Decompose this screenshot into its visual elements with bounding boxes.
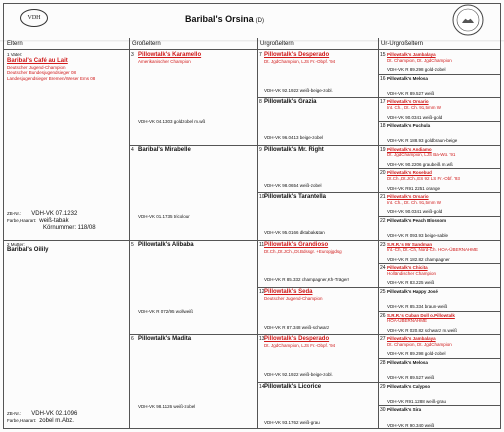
ancestor-registration: VDH-VK R 89.298 gold-zobel [387, 67, 446, 73]
ancestor-registration: VDH-VK 90.0341 weiß-gold [387, 114, 443, 120]
ancestor-number: 7 [259, 52, 262, 58]
ancestor-number: 14 [259, 383, 265, 390]
ancestor-name: Pillowtalk's Madita [138, 336, 192, 343]
parent-name: Baribal's Café au Lait [7, 57, 68, 64]
ancestor-body [387, 360, 497, 366]
ancestor-body [387, 170, 497, 181]
ancestor-title: Dt. JgdChampion, LJS Ba-Wü. '91 [387, 152, 456, 158]
ancestor-name: Pillowtalk's Melosa [387, 359, 428, 365]
ancestor-title: HOA-ÜBERNAHME [387, 318, 428, 324]
ancestor-registration: VDH-VK 95.0166 dktabak&tan [264, 230, 325, 235]
column-header-parents: Eltern [4, 38, 129, 50]
ggreat-cell [378, 405, 500, 429]
ancestor-title: Holländischer Champion [387, 270, 437, 276]
ggreat-cell [378, 168, 500, 192]
ancestor-title: Dt.Ch.,Dt.JCh.,Dt.Bdssgr. +Europjgdsg [264, 248, 342, 254]
ancestor-number: 11 [259, 241, 265, 248]
ggreat-cell [378, 240, 500, 264]
ggreat-cell [378, 50, 500, 74]
ggreat-cell [378, 145, 500, 169]
ancestor-number: 25 [380, 288, 386, 295]
ggreat-cell [378, 121, 500, 145]
column-header-great-grandparents: Urgroßeltern [257, 38, 378, 50]
ancestor-number: 23 [380, 241, 386, 248]
ancestor-registration: VDH-VK R91.1288 weiß-grau [387, 398, 447, 404]
dog-name-title: Baribal's Orsina (D) [185, 14, 265, 24]
ancestor-name: Pillowtalk's Melosa [387, 75, 428, 81]
ancestor-number: 18 [380, 123, 386, 130]
ancestor-name: Pillowtalk's Chicita [387, 265, 428, 271]
ggreat-cell [378, 334, 500, 358]
ancestor-body [387, 336, 497, 347]
color-value: weiß-tabak [39, 217, 69, 224]
ancestor-body [387, 265, 497, 276]
ancestor-number: 24 [380, 265, 386, 272]
ancestor-name: S.R.R.'s Cuban Doll o.Pillowtalk [387, 312, 455, 318]
ggreat-cell [378, 192, 500, 216]
ancestor-registration: VDH-VK 92.1922 weiß-beige-zobl. [264, 372, 333, 378]
great-cell [257, 145, 378, 192]
grandparents-cell [129, 145, 257, 240]
zb-label: ZB-Nr.: [7, 210, 22, 216]
color-row [7, 218, 96, 225]
ancestor-registration: VDH-VK R 83.225 weiß [387, 280, 435, 286]
ancestor-body [387, 147, 497, 158]
ancestor-name: Pillowtalk's Puchula [387, 123, 431, 129]
ancestor-number: 19 [380, 146, 386, 153]
ancestor-title: Dt. JgdChampion, LJS Fr.-Obpf. '94 [264, 59, 336, 64]
dam-cell [4, 240, 129, 430]
ancestor-registration: VDH-VK 90.2206 graubeiß m.wß [387, 161, 453, 167]
ancestor-number: 27 [380, 336, 386, 343]
club-seal-icon [452, 4, 484, 36]
ancestor-name: Pillowtalk's Mr. Right [264, 146, 324, 153]
ancestor-body [264, 384, 375, 391]
ancestor-number: 20 [380, 170, 386, 177]
ancestor-name: Pillowtalk's Jambalaya [387, 52, 436, 57]
ancestor-registration: VDH-VK 01.1735 tricolour [138, 214, 190, 219]
ancestor-registration: VDH-VK R91 2251 orange [387, 185, 441, 191]
ancestor-body [387, 289, 497, 295]
ancestor-title: Amerikanischer Champion [138, 59, 191, 64]
ancestor-registration: VDH-VK 96.0413 beige-zobel [264, 135, 324, 141]
ancestor-name: Pillowtalk's Peach Blossom [387, 217, 447, 223]
ancestor-registration: VDH-VK R 182.82 champagner [387, 256, 450, 262]
ancestor-body [138, 242, 254, 249]
ancestor-number: 4 [131, 146, 134, 153]
ancestor-body [138, 147, 254, 154]
ancestor-name: Pillowtalk's Grandioso [264, 241, 329, 248]
column-header-grandparents: Großeltern [129, 38, 257, 50]
ggreat-cell [378, 216, 500, 240]
ancestor-registration: VDH-VK R 89.527 weiß [387, 375, 435, 381]
ancestor-title: Dt. JgdChampion, LJS Fr.-Obpf. '94 [264, 343, 336, 349]
ancestor-registration: VDH-VK 04.1303 goldzobel m.wß [138, 119, 206, 125]
ancestor-name: Pillowtalk's Andiamo [387, 146, 432, 152]
ancestor-registration: VDH-VK R 85.332 champagner,Kh-Träger! [264, 277, 350, 283]
great-cell [257, 192, 378, 239]
ancestor-number: 3 [131, 52, 134, 58]
ancestor-body [264, 289, 375, 302]
ancestor-title: Int.-Ch, Dt.-Ch, Nord-Ch. HOA-ÜBERNAHME [387, 247, 479, 252]
great-cell [257, 334, 378, 381]
ancestor-number: 5 [131, 241, 134, 248]
ancestor-body [387, 99, 497, 110]
ancestor-body [264, 242, 375, 255]
ancestor-number: 8 [259, 99, 262, 106]
parent-role-label: 1 Vater: [7, 52, 23, 57]
ancestor-registration: VDH-VK R 093.93 beige-sable [387, 233, 449, 238]
ancestor-registration: VDH-VK 90.0341 weiß-gold [387, 209, 443, 215]
zb-row [7, 411, 77, 418]
ancestor-name: Pillowtalk's Calypso [387, 383, 431, 389]
sire-cell [4, 50, 129, 240]
ancestor-number: 6 [131, 336, 134, 343]
great-cell [257, 287, 378, 334]
ancestor-registration: VDH-VK R 020.82 schwarz m.weiß [387, 327, 458, 333]
ancestor-number: 17 [380, 99, 386, 106]
ancestor-registration: VDH-VK R 89.527 weiß [387, 90, 435, 96]
ancestor-registration: VDH-VK 93.1762 weiß-grau [264, 419, 320, 425]
ggreat-cell [378, 74, 500, 98]
ancestor-body [264, 52, 375, 65]
ancestor-number: 9 [259, 146, 262, 153]
ancestor-name: Pillowtalk's Happy José [387, 288, 438, 294]
ancestor-number: 26 [380, 312, 386, 319]
ancestor-title: Deutscher Jugend-Champion [264, 295, 323, 301]
ancestor-name: Pillowtalk's Tarantella [264, 194, 327, 201]
parent-title: Landesjugendsieger Bremen/Weser Ems 08 [7, 75, 96, 81]
ancestor-name: S.R.R.'s Mr Sandman [387, 241, 433, 247]
zb-number: VDH-VK 02.1096 [31, 411, 78, 417]
great-cell [257, 240, 378, 287]
ancestor-registration: VDH-VK 98.0654 weiß-zobel [264, 182, 322, 188]
ancestor-body [387, 242, 497, 253]
ancestor-title: Int. Ch., Dt. Ch. 91,5mm W [387, 104, 442, 110]
ancestor-title: Dt. Champion, Dt. JgdChampion [387, 341, 452, 347]
ancestor-name: Pillowtalk's Grazia [264, 99, 317, 106]
ancestor-name: Pillowtalk's Sira [387, 407, 422, 413]
ancestor-body [264, 99, 375, 106]
ancestor-body [387, 52, 497, 63]
ancestor-body [138, 52, 254, 65]
ancestor-number: 22 [380, 217, 386, 224]
parent-role-label: 2 Mutter: [7, 241, 25, 247]
color-row [7, 418, 77, 425]
zb-label: ZB-Nr.: [7, 411, 22, 416]
parent-name: Baribal's Oilily [7, 247, 49, 253]
ancestor-registration: VDH-VK R 85.334 braun-weiß [387, 304, 448, 310]
ancestor-body [387, 123, 497, 129]
parent-title: Deutscher Jugend-Champion [7, 64, 66, 70]
great-cell [257, 97, 378, 144]
ancestor-body [387, 313, 497, 324]
grandparents-cell [129, 334, 257, 429]
ancestor-name: Pillowtalk's Licorice [264, 383, 322, 390]
ancestor-number: 28 [380, 359, 386, 366]
ggreat-cell [378, 358, 500, 382]
ancestor-registration: VDH-VK 92.1922 weiß-beige-zobl. [264, 87, 333, 93]
zb-row [7, 211, 96, 218]
ancestor-name: Pillowtalk's Desperado [264, 52, 330, 58]
ancestor-registration: VDH-VK R 87.348 weiß-schwarz [264, 324, 330, 330]
ancestor-name: Pillowtalk's Karamello [138, 52, 202, 58]
ancestor-number: 30 [380, 407, 386, 414]
color-label: Farbe,Haarart: [7, 418, 37, 423]
color-label: Farbe,Haarart: [7, 217, 37, 223]
parent-registration [7, 411, 77, 425]
ancestor-name: Pillowtalk's Rosebud [387, 170, 432, 176]
ancestor-body [387, 194, 497, 205]
ancestor-name: Pillowtalk's Seda [264, 288, 313, 295]
ggreat-cell [378, 287, 500, 311]
ancestor-registration: VDH-VK R 188.93 goldbraun-beige [387, 138, 458, 144]
ancestor-name: Pillowtalk's Desperado [264, 336, 330, 343]
ancestor-body [138, 336, 254, 343]
ancestor-name: Pillowtalk's Orsario [387, 194, 429, 200]
vdh-logo: VDH [20, 9, 48, 27]
color-value: zobel m.Abz. [39, 418, 74, 424]
ancestor-registration: VDH-VK 98.1126 weiß-zobel [138, 403, 196, 409]
ggreat-cell [378, 382, 500, 406]
ancestor-registration: VDH-VK R 90.340 weiß [387, 422, 435, 428]
ancestor-title: Dt. Champion, Dt. JgdChampion [387, 57, 452, 63]
great-cell [257, 50, 378, 97]
breed-survey-number: Körnummer: 118/08 [43, 224, 96, 231]
ancestor-number: 13 [259, 336, 265, 343]
ancestor-name: Pillowtalk's Alibaba [138, 241, 194, 248]
column-header-great-great-grandparents: Ur-Urgroßeltern [378, 38, 500, 50]
great-cell [257, 382, 378, 429]
parent-registration [7, 211, 96, 232]
parent-title: Deutscher Bundesjugendsieger 08 [7, 70, 77, 75]
ancestor-body [264, 336, 375, 349]
ggreat-cell [378, 311, 500, 335]
ancestor-number: 16 [380, 75, 386, 82]
zb-number: VDH-VK 07.1232 [31, 210, 78, 217]
ggreat-cell [378, 263, 500, 287]
ancestor-number: 15 [380, 52, 386, 58]
ancestor-registration: VDH-VK R 89.298 gold-zobel [387, 351, 446, 357]
ancestor-title: Int. Ch., Dt. Ch. 91,5mm W [387, 199, 442, 205]
ancestor-title: Dt.Ch.,Dt.JCh.,ES 92 LS Fr.-Obf. '93 [387, 175, 460, 181]
grandparents-cell [129, 240, 257, 335]
ancestor-body [264, 147, 375, 154]
ancestor-name: Pillowtalk's Jambalaya [387, 336, 436, 342]
ancestor-number: 21 [380, 194, 386, 201]
ancestor-body [387, 407, 497, 413]
ancestor-name: Pillowtalk's Orsario [387, 99, 429, 105]
ancestor-number: 12 [259, 288, 265, 295]
ancestor-number: 29 [380, 383, 386, 390]
ancestor-body [387, 76, 497, 82]
ancestor-number: 10 [259, 194, 265, 201]
ggreat-cell [378, 97, 500, 121]
ancestor-body [387, 384, 497, 390]
grandparents-cell [129, 50, 257, 145]
ancestor-body [387, 218, 497, 224]
ancestor-name: Baribal's Mirabelle [138, 146, 191, 153]
ancestor-registration: VDH-VK R 072/95 wollweiß [138, 308, 194, 314]
ancestor-body [264, 194, 375, 201]
